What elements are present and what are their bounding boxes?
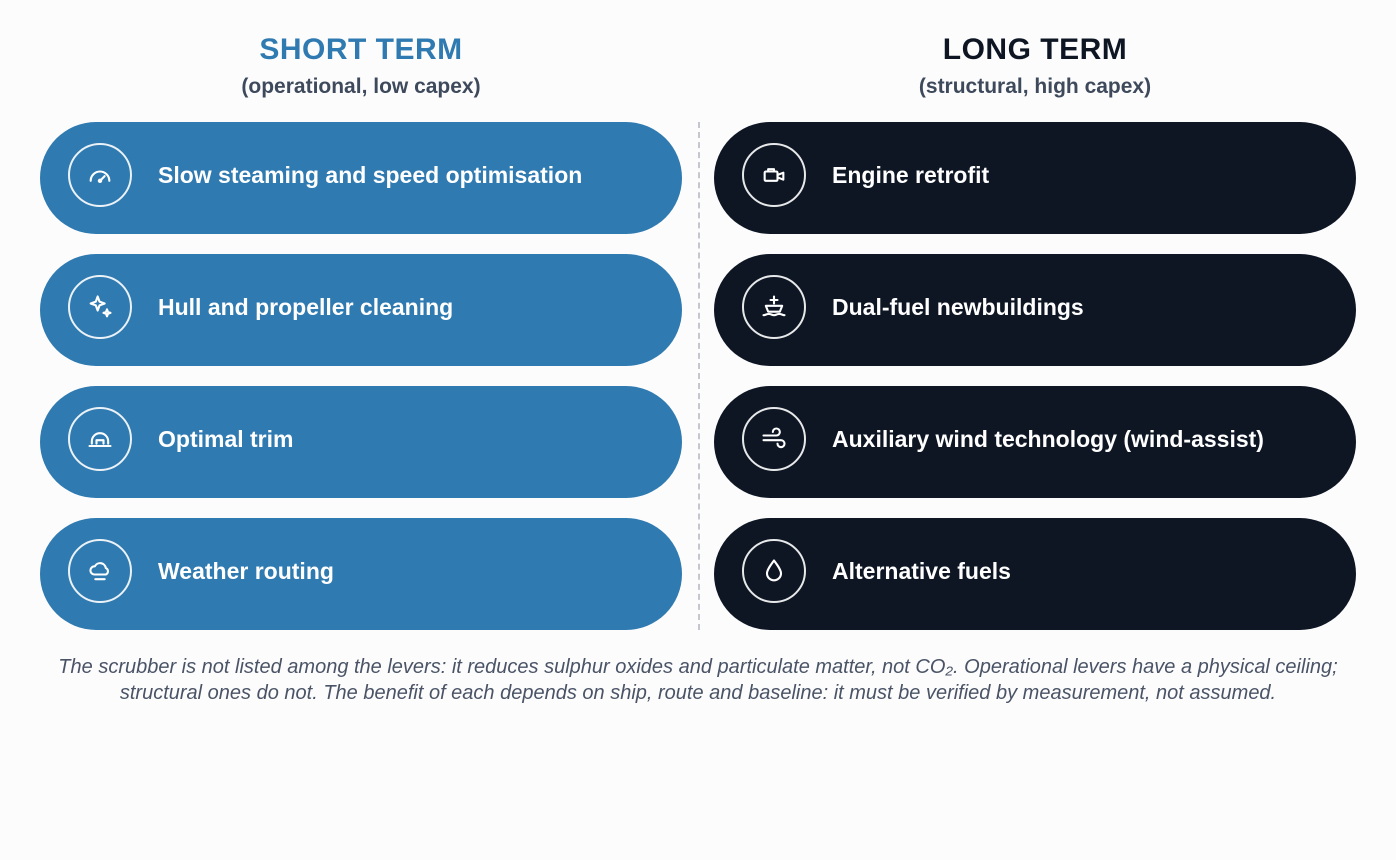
- column-divider: [698, 122, 700, 630]
- long-term-subtitle: (structural, high capex): [918, 75, 1152, 98]
- short-term-header: [40, 30, 682, 102]
- speedometer-icon: [68, 143, 132, 207]
- short-term-item-slow-steaming: [40, 122, 682, 234]
- long-term-item-dual-fuel: [714, 254, 1356, 366]
- sparkles-icon: [68, 275, 132, 339]
- droplet-icon: [742, 539, 806, 603]
- short-term-item-label: Optimal trim: [158, 425, 294, 452]
- wind-icon: [742, 407, 806, 471]
- hull-trim-icon: [68, 407, 132, 471]
- short-term-item-label: Slow steaming and speed optimisation: [158, 161, 583, 188]
- footnote: The scrubber is not listed among the levers: it reduces sulphur oxides and particulate matter, not CO₂. Operational levers have a physical ceiling; structural ones do not. The benefit of each depends on ship, route and baseline: it must be verified by measurement, not assumed.: [58, 656, 1338, 704]
- long-term-item-wind-assist: [714, 386, 1356, 498]
- long-term-item-label: Engine retrofit: [832, 161, 990, 188]
- engine-icon: [742, 143, 806, 207]
- short-term-item-hull-cleaning: [40, 254, 682, 366]
- short-term-title: SHORT TERM: [259, 33, 463, 66]
- cloud-icon: [68, 539, 132, 603]
- ship-icon: [742, 275, 806, 339]
- long-term-item-alternative-fuels: [714, 518, 1356, 630]
- long-term-header: [714, 30, 1356, 102]
- short-term-item-label: Hull and propeller cleaning: [158, 293, 454, 320]
- short-term-item-optimal-trim: [40, 386, 682, 498]
- short-term-subtitle: (operational, low capex): [241, 75, 481, 98]
- short-term-item-weather-routing: [40, 518, 682, 630]
- long-term-item-label: Auxiliary wind technology (wind-assist): [832, 425, 1264, 452]
- long-term-item-label: Dual-fuel newbuildings: [832, 293, 1084, 320]
- short-term-item-label: Weather routing: [158, 557, 334, 584]
- long-term-item-engine-retrofit: [714, 122, 1356, 234]
- long-term-item-label: Alternative fuels: [832, 557, 1011, 584]
- long-term-title: LONG TERM: [942, 33, 1128, 66]
